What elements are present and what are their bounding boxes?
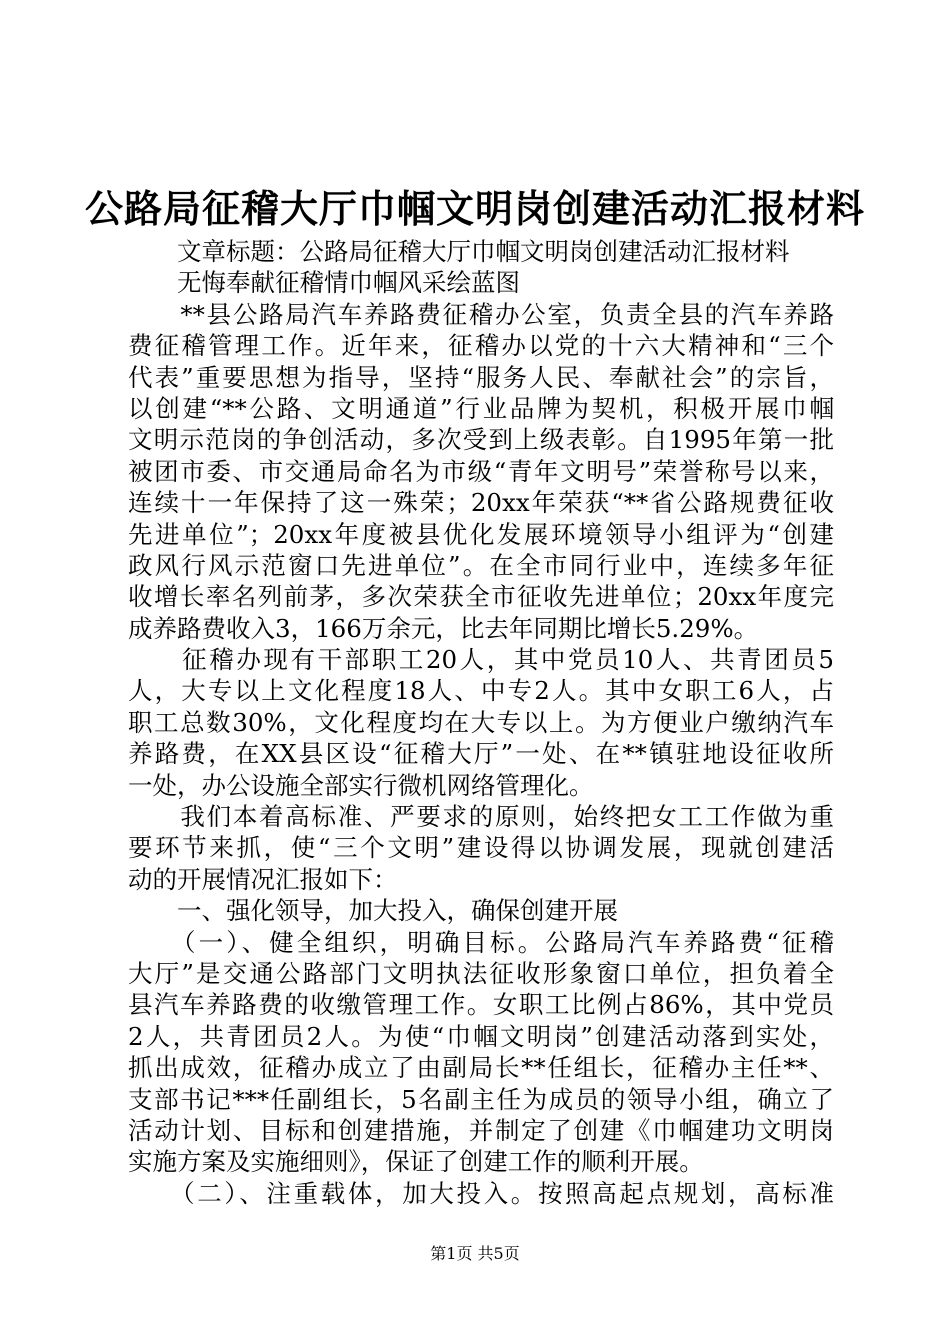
paragraph-line: 实施方案及实施细则》，保证了创建工作的顺利开展。: [128, 1147, 704, 1177]
paragraph-line: 要环节来抓，使“三个文明”建设得以协调发展，现就创建活: [128, 833, 834, 863]
paragraph-line: 先进单位”；20xx年度被县优化发展环境领导小组评为“创建: [128, 519, 834, 549]
paragraph-line: **县公路局汽车养路费征稽办公室，负责全县的汽车养路: [128, 299, 834, 329]
paragraph-line: 2人，共青团员2人。为使“巾帼文明岗”创建活动落到实处，: [128, 1021, 834, 1051]
paragraph-line: 文明示范岗的争创活动，多次受到上级表彰。自1995年第一批: [128, 425, 834, 455]
paragraph-line: 活动计划、目标和创建措施，并制定了创建《巾帼建功文明岗: [128, 1115, 834, 1145]
page-footer: 第1页 共5页: [430, 1244, 520, 1263]
paragraph-line: （二）、注重载体，加大投入。按照高起点规划，高标准: [128, 1178, 834, 1208]
paragraph-line: 费征稽管理工作。近年来，征稽办以党的十六大精神和“三个: [128, 331, 834, 361]
paragraph-line: 一处，办公设施全部实行微机网络管理化。: [128, 770, 594, 800]
document-title: 公路局征稽大厅巾帼文明岗创建活动汇报材料: [84, 187, 865, 231]
paragraph-line: 连续十一年保持了这一殊荣；20xx年荣获“**省公路规费征收: [128, 488, 834, 518]
paragraph-line: 抓出成效，征稽办成立了由副局长**任组长，征稽办主任**、: [128, 1053, 834, 1083]
paragraph-line: 职工总数30%，文化程度均在大专以上。为方便业户缴纳汽车: [128, 707, 834, 737]
paragraph-line: 动的开展情况汇报如下：: [128, 864, 398, 894]
paragraph-line: 无悔奉献征稽情巾帼风采绘蓝图: [128, 268, 520, 298]
paragraph-line: 支部书记***任副组长，5名副主任为成员的领导小组，确立了: [128, 1084, 834, 1114]
paragraph-line: 代表”重要思想为指导，坚持“服务人民、奉献社会”的宗旨，: [128, 362, 834, 392]
document-body: [128, 236, 834, 1209]
paragraph-line: （一）、健全组织，明确目标。公路局汽车养路费“征稽: [128, 927, 834, 957]
paragraph-line: 县汽车养路费的收缴管理工作。女职工比例占86%，其中党员: [128, 990, 834, 1020]
paragraph-line: 收增长率名列前茅，多次荣获全市征收先进单位；20xx年度完: [128, 582, 834, 612]
paragraph-line: 政风行风示范窗口先进单位”。在全市同行业中，连续多年征: [128, 550, 834, 580]
paragraph-line: 我们本着高标准、严要求的原则，始终把女工工作做为重: [128, 802, 834, 832]
paragraph-line: 被团市委、市交通局命名为市级“青年文明号”荣誉称号以来，: [128, 456, 834, 486]
paragraph-line: 养路费，在XX县区设“征稽大厅”一处、在**镇驻地设征收所: [128, 739, 834, 769]
paragraph-line: 征稽办现有干部职工20人，其中党员10人、共青团员5: [128, 645, 834, 675]
paragraph-line: 人，大专以上文化程度18人、中专2人。其中女职工6人，占: [128, 676, 834, 706]
paragraph-line: 以创建“**公路、文明通道”行业品牌为契机，积极开展巾帼: [128, 393, 834, 423]
paragraph-line: 一、强化领导，加大投入，确保创建开展: [128, 896, 618, 926]
paragraph-line: 文章标题：公路局征稽大厅巾帼文明岗创建活动汇报材料: [128, 237, 790, 266]
paragraph-line: 成养路费收入3，166万余元，比去年同期比增长5.29%。: [128, 613, 759, 643]
paragraph-line: 大厅”是交通公路部门文明执法征收形象窗口单位，担负着全: [128, 958, 834, 988]
